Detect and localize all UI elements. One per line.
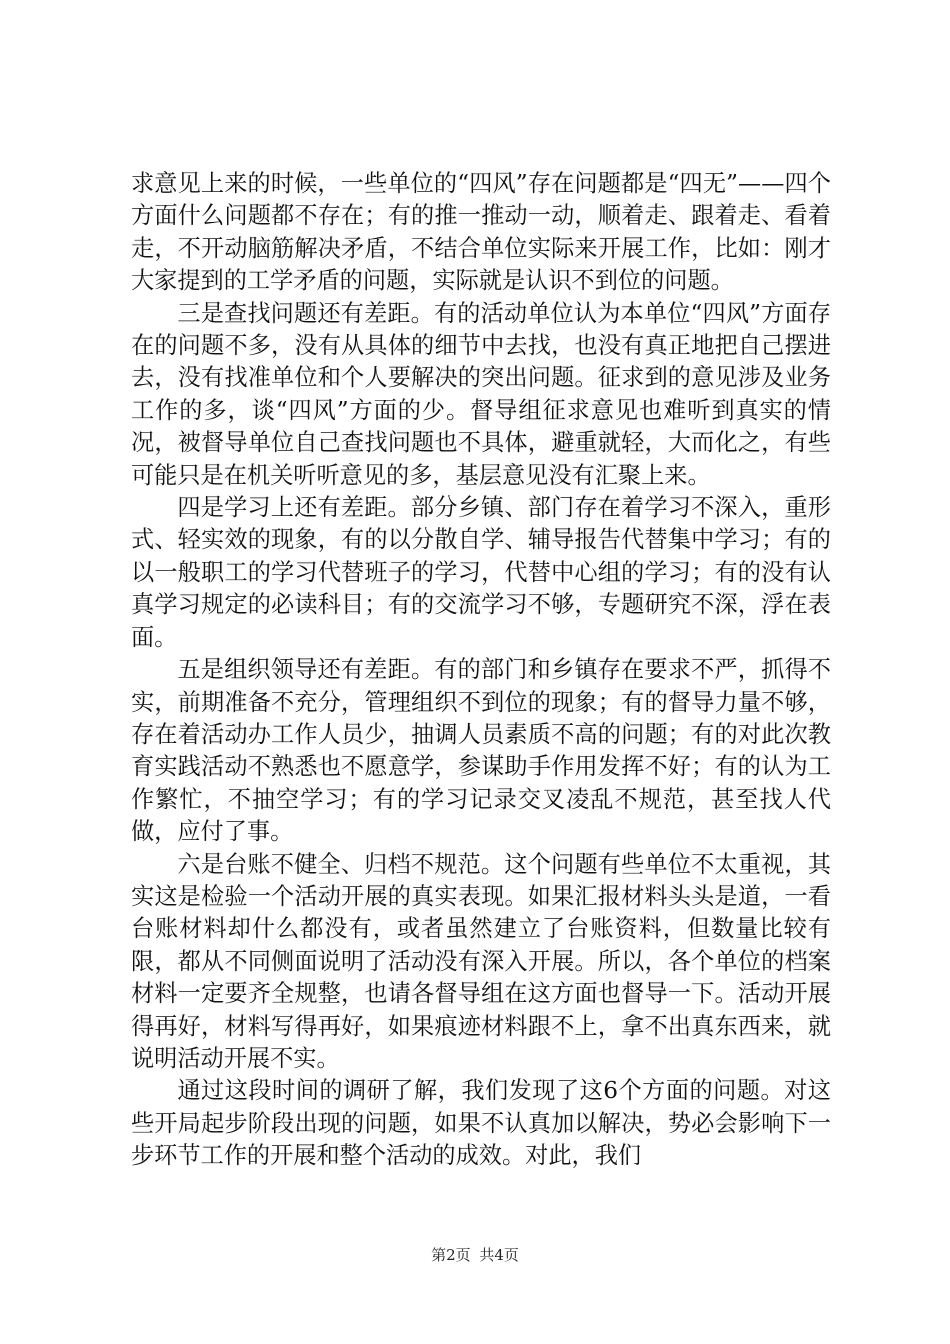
paragraph-three-problem-finding: 三是查找问题还有差距。有的活动单位认为本单位“四风”方面存在的问题不多，没有从具体的细节中去找，也没有真正地把自己摆进去，没有找准单位和个人要解决的突出问题。征求到的意见涉及业务工作的多，谈“四风”方面的少。督导组征求意见也难听到真实的情况，被督导单位自己查找问题也不具体，避重就轻，大而化之，有些可能只是在机关听听意见的多，基层意见没有汇聚上来。 — [131, 299, 831, 489]
paragraph-six-records: 六是台账不健全、归档不规范。这个问题有些单位不太重视，其实这是检验一个活动开展的真实表现。如果汇报材料头头是道，一看台账材料却什么都没有，或者虽然建立了台账资料，但数量比较有限，都从不同侧面说明了活动没有深入开展。所以，各个单位的档案材料一定要齐全规整，也请各督导组在这方面也督导一下。活动开展得再好，材料写得再好，如果痕迹材料跟不上，拿不出真东西来，就说明活动开展不实。 — [131, 850, 831, 1072]
page-footer — [0, 1245, 950, 1265]
paragraph-summary: 通过这段时间的调研了解，我们发现了这6个方面的问题。对这些开局起步阶段出现的问题，如果不认真加以解决，势必会影响下一步环节工作的开展和整个活动的成效。对此，我们 — [131, 1077, 831, 1170]
document-body — [131, 168, 831, 1173]
page-number: 第2页 — [431, 1246, 471, 1264]
paragraph-five-leadership: 五是组织领导还有差距。有的部门和乡镇存在要求不严，抓得不实，前期准备不充分，管理组织不到位的现象；有的督导力量不够，存在着活动办工作人员少，抽调人员素质不高的问题；有的对此次教育实践活动不熟悉也不愿意学，参谋助手作用发挥不好；有的认为工作繁忙，不抽空学习；有的学习记录交叉凌乱不规范，甚至找人代做，应付了事。 — [131, 656, 831, 846]
paragraph-continuation: 求意见上来的时候，一些单位的“四风”存在问题都是“四无”——四个方面什么问题都不存在；有的推一推动一动，顺着走、跟着走、看着走，不开动脑筋解决矛盾，不结合单位实际来开展工作，比如：刚才大家提到的工学矛盾的问题，实际就是认识不到位的问题。 — [131, 170, 831, 295]
page-total: 共4页 — [479, 1246, 519, 1264]
paragraph-four-study: 四是学习上还有差距。部分乡镇、部门存在着学习不深入，重形式、轻实效的现象，有的以分散自学、辅导报告代替集中学习；有的以一般职工的学习代替班子的学习，代替中心组的学习；有的没有认真学习规定的必读科目；有的交流学习不够，专题研究不深，浮在表面。 — [131, 494, 831, 651]
